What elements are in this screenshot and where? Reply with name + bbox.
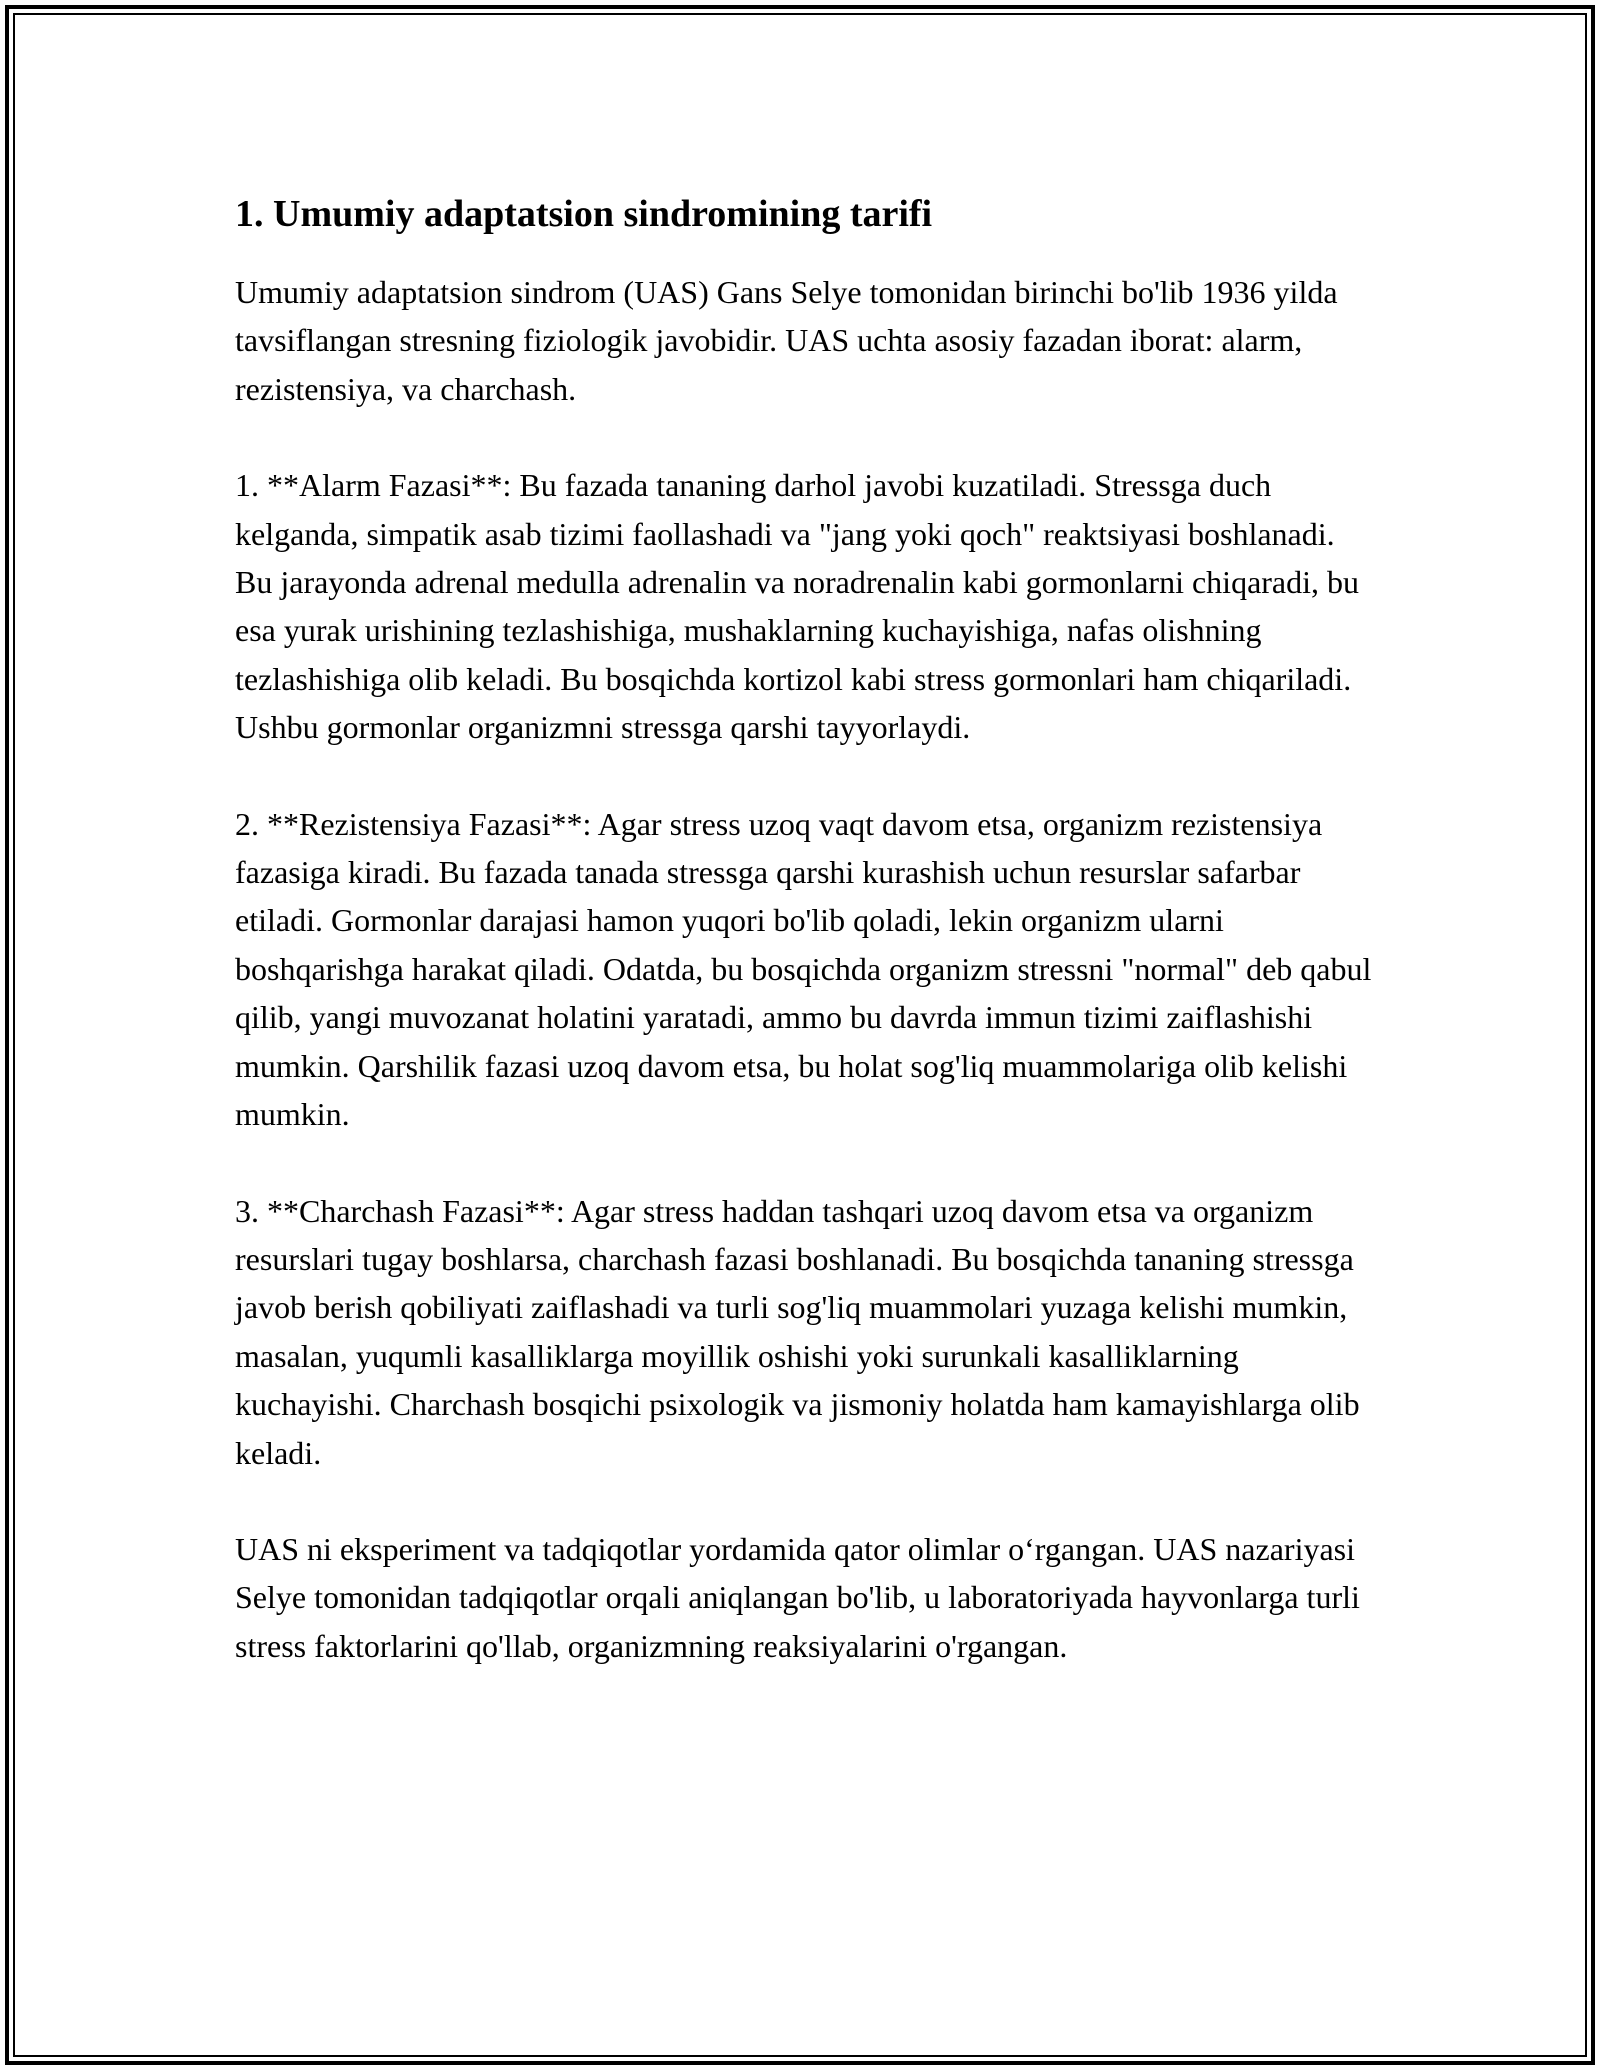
intro-paragraph: Umumiy adaptatsion sindrom (UAS) Gans Selye tomonidan birinchi bo'lib 1936 yilda tavsiflangan stresning fiziologik javobidir. UAS uchta asosiy fazadan iborat: alarm, rezistensiya, va charchash. (235, 274, 1338, 407)
document-body (235, 188, 1375, 1670)
alarm-phase-paragraph: 1. **Alarm Fazasi**: Bu fazada tananing darhol javobi kuzatiladi. Stressga duch kelganda, simpatik asab tizimi faollashadi va "jang yoki qoch" reaktsiyasi boshlanadi. Bu jarayonda adrenal medulla adrenalin va noradrenalin kabi gormonlarni chiqaradi, bu esa yurak urishining tezlashishiga, mushaklarning kuchayishiga, nafas olishning tezlashishiga olib keladi. Bu bosqichda kortizol kabi stress gormonlari ham chiqariladi. Ushbu gormonlar organizmni stressga qarshi tayyorlaydi. (235, 467, 1360, 746)
exhaustion-phase-paragraph: 3. **Charchash Fazasi**: Agar stress haddan tashqari uzoq davom etsa va organizm resurslari tugay boshlarsa, charchash fazasi boshlanadi. Bu bosqichda tananing stressga javob berish qobiliyati zaiflashadi va turli sog'liq muammolari yuzaga kelishi mumkin, masalan, yuqumli kasalliklarga moyillik oshishi yoki surunkali kasalliklarning kuchayishi. Charchash bosqichi psixologik va jismoniy holatda ham kamayishlarga olib keladi. (235, 1192, 1360, 1471)
resistance-phase-paragraph: 2. **Rezistensiya Fazasi**: Agar stress uzoq vaqt davom etsa, organizm rezistensiya fazasiga kiradi. Bu fazada tanada stressga qarshi kurashish uchun resurslar safarbar etiladi. Gormonlar darajasi hamon yuqori bo'lib qoladi, lekin organizm ularni boshqarishga harakat qiladi. Odatda, bu bosqichda organizm stressni "normal" deb qabul qilib, yangi muvozanat holatini yaratadi, ammo bu davrda immun tizimi zaiflashishi mumkin. Qarshilik fazasi uzoq davom etsa, bu holat sog'liq muammolariga olib kelishi mumkin. (235, 805, 1372, 1133)
research-paragraph: UAS ni eksperiment va tadqiqotlar yordamida qator olimlar o‘rgangan. UAS nazariyasi Selye tomonidan tadqiqotlar orqali aniqlangan bo'lib, u laboratoriyada hayvonlarga turli stress faktorlarini qo'llab, organizmning reaksiyalarini o'rgangan. (235, 1530, 1360, 1664)
page-title: 1. Umumiy adaptatsion sindromining tarifi (235, 193, 933, 235)
